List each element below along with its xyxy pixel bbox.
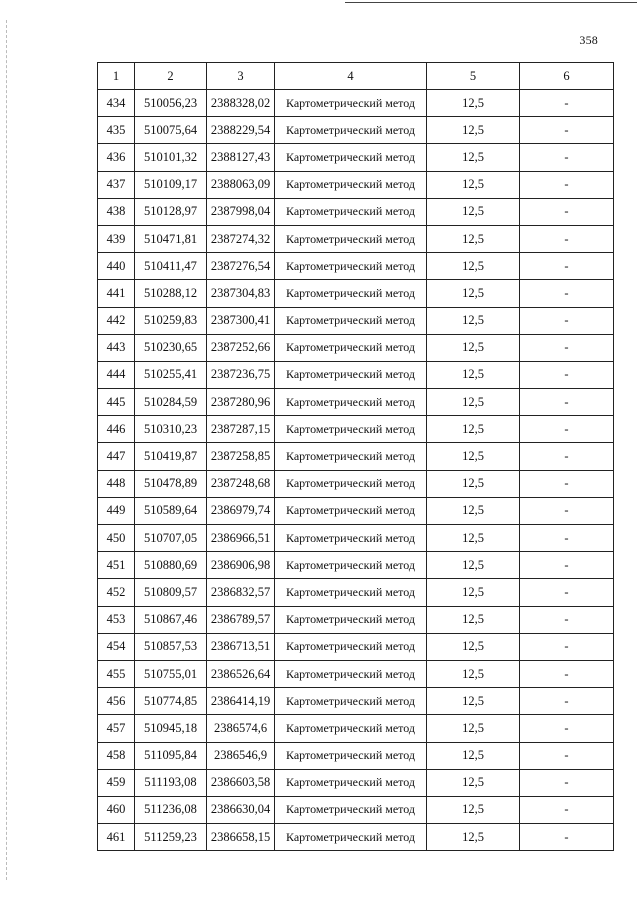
note-cell: - <box>520 280 614 307</box>
point-number-cell: 434 <box>98 90 135 117</box>
accuracy-cell: 12,5 <box>427 225 520 252</box>
note-cell: - <box>520 144 614 171</box>
header-cell-5: 5 <box>427 63 520 90</box>
accuracy-cell: 12,5 <box>427 660 520 687</box>
x-coordinate-cell: 510075,64 <box>135 117 207 144</box>
table-row <box>98 389 614 416</box>
x-coordinate-cell: 510945,18 <box>135 715 207 742</box>
table-row <box>98 579 614 606</box>
accuracy-cell: 12,5 <box>427 715 520 742</box>
top-rule-line <box>345 2 637 3</box>
y-coordinate-cell: 2387300,41 <box>207 307 275 334</box>
note-cell: - <box>520 796 614 823</box>
x-coordinate-cell: 510478,89 <box>135 470 207 497</box>
method-cell: Картометрический метод <box>275 633 427 660</box>
method-cell: Картометрический метод <box>275 796 427 823</box>
y-coordinate-cell: 2386713,51 <box>207 633 275 660</box>
accuracy-cell: 12,5 <box>427 90 520 117</box>
accuracy-cell: 12,5 <box>427 742 520 769</box>
method-cell: Картометрический метод <box>275 144 427 171</box>
table-row <box>98 144 614 171</box>
method-cell: Картометрический метод <box>275 769 427 796</box>
note-cell: - <box>520 253 614 280</box>
method-cell: Картометрический метод <box>275 715 427 742</box>
note-cell: - <box>520 198 614 225</box>
y-coordinate-cell: 2386789,57 <box>207 606 275 633</box>
x-coordinate-cell: 510230,65 <box>135 334 207 361</box>
x-coordinate-cell: 510288,12 <box>135 280 207 307</box>
method-cell: Картометрический метод <box>275 497 427 524</box>
table-row <box>98 280 614 307</box>
table-body <box>98 90 614 851</box>
accuracy-cell: 12,5 <box>427 361 520 388</box>
table-row <box>98 198 614 225</box>
x-coordinate-cell: 510259,83 <box>135 307 207 334</box>
method-cell: Картометрический метод <box>275 416 427 443</box>
table-row <box>98 117 614 144</box>
table-row <box>98 470 614 497</box>
header-cell-1: 1 <box>98 63 135 90</box>
y-coordinate-cell: 2386526,64 <box>207 660 275 687</box>
x-coordinate-cell: 510707,05 <box>135 525 207 552</box>
x-coordinate-cell: 510774,85 <box>135 688 207 715</box>
accuracy-cell: 12,5 <box>427 253 520 280</box>
method-cell: Картометрический метод <box>275 225 427 252</box>
point-number-cell: 435 <box>98 117 135 144</box>
y-coordinate-cell: 2387287,15 <box>207 416 275 443</box>
point-number-cell: 455 <box>98 660 135 687</box>
header-cell-4: 4 <box>275 63 427 90</box>
header-cell-3: 3 <box>207 63 275 90</box>
x-coordinate-cell: 510255,41 <box>135 361 207 388</box>
accuracy-cell: 12,5 <box>427 552 520 579</box>
y-coordinate-cell: 2386630,04 <box>207 796 275 823</box>
accuracy-cell: 12,5 <box>427 307 520 334</box>
table-row <box>98 688 614 715</box>
table-row <box>98 90 614 117</box>
method-cell: Картометрический метод <box>275 253 427 280</box>
method-cell: Картометрический метод <box>275 579 427 606</box>
x-coordinate-cell: 510589,64 <box>135 497 207 524</box>
table-row <box>98 660 614 687</box>
note-cell: - <box>520 824 614 851</box>
table-row <box>98 796 614 823</box>
method-cell: Картометрический метод <box>275 198 427 225</box>
point-number-cell: 452 <box>98 579 135 606</box>
y-coordinate-cell: 2388063,09 <box>207 171 275 198</box>
y-coordinate-cell: 2387276,54 <box>207 253 275 280</box>
y-coordinate-cell: 2386979,74 <box>207 497 275 524</box>
y-coordinate-cell: 2386603,58 <box>207 769 275 796</box>
accuracy-cell: 12,5 <box>427 280 520 307</box>
point-number-cell: 451 <box>98 552 135 579</box>
note-cell: - <box>520 171 614 198</box>
table-row <box>98 552 614 579</box>
y-coordinate-cell: 2386574,6 <box>207 715 275 742</box>
note-cell: - <box>520 633 614 660</box>
table-row <box>98 742 614 769</box>
point-number-cell: 445 <box>98 389 135 416</box>
x-coordinate-cell: 510109,17 <box>135 171 207 198</box>
accuracy-cell: 12,5 <box>427 824 520 851</box>
note-cell: - <box>520 579 614 606</box>
table-row <box>98 361 614 388</box>
x-coordinate-cell: 510867,46 <box>135 606 207 633</box>
accuracy-cell: 12,5 <box>427 579 520 606</box>
note-cell: - <box>520 497 614 524</box>
point-number-cell: 446 <box>98 416 135 443</box>
accuracy-cell: 12,5 <box>427 769 520 796</box>
note-cell: - <box>520 361 614 388</box>
x-coordinate-cell: 510857,53 <box>135 633 207 660</box>
point-number-cell: 438 <box>98 198 135 225</box>
method-cell: Картометрический метод <box>275 361 427 388</box>
accuracy-cell: 12,5 <box>427 443 520 470</box>
accuracy-cell: 12,5 <box>427 470 520 497</box>
y-coordinate-cell: 2387280,96 <box>207 389 275 416</box>
method-cell: Картометрический метод <box>275 552 427 579</box>
x-coordinate-cell: 510056,23 <box>135 90 207 117</box>
note-cell: - <box>520 90 614 117</box>
accuracy-cell: 12,5 <box>427 389 520 416</box>
y-coordinate-cell: 2387252,66 <box>207 334 275 361</box>
method-cell: Картометрический метод <box>275 389 427 416</box>
method-cell: Картометрический метод <box>275 688 427 715</box>
y-coordinate-cell: 2388229,54 <box>207 117 275 144</box>
note-cell: - <box>520 117 614 144</box>
x-coordinate-cell: 510880,69 <box>135 552 207 579</box>
note-cell: - <box>520 443 614 470</box>
point-number-cell: 454 <box>98 633 135 660</box>
table-row <box>98 824 614 851</box>
point-number-cell: 460 <box>98 796 135 823</box>
note-cell: - <box>520 552 614 579</box>
y-coordinate-cell: 2386832,57 <box>207 579 275 606</box>
accuracy-cell: 12,5 <box>427 796 520 823</box>
point-number-cell: 448 <box>98 470 135 497</box>
table-row <box>98 525 614 552</box>
accuracy-cell: 12,5 <box>427 144 520 171</box>
coordinates-table <box>97 62 614 851</box>
y-coordinate-cell: 2386546,9 <box>207 742 275 769</box>
accuracy-cell: 12,5 <box>427 171 520 198</box>
header-cell-2: 2 <box>135 63 207 90</box>
table-row <box>98 497 614 524</box>
note-cell: - <box>520 742 614 769</box>
y-coordinate-cell: 2386906,98 <box>207 552 275 579</box>
table-row <box>98 225 614 252</box>
point-number-cell: 457 <box>98 715 135 742</box>
table-row <box>98 171 614 198</box>
x-coordinate-cell: 510471,81 <box>135 225 207 252</box>
method-cell: Картометрический метод <box>275 307 427 334</box>
note-cell: - <box>520 525 614 552</box>
note-cell: - <box>520 470 614 497</box>
table-header-row <box>98 63 614 90</box>
note-cell: - <box>520 606 614 633</box>
accuracy-cell: 12,5 <box>427 334 520 361</box>
x-coordinate-cell: 510755,01 <box>135 660 207 687</box>
x-coordinate-cell: 510419,87 <box>135 443 207 470</box>
method-cell: Картометрический метод <box>275 660 427 687</box>
method-cell: Картометрический метод <box>275 443 427 470</box>
y-coordinate-cell: 2387274,32 <box>207 225 275 252</box>
table-row <box>98 769 614 796</box>
point-number-cell: 439 <box>98 225 135 252</box>
y-coordinate-cell: 2387258,85 <box>207 443 275 470</box>
note-cell: - <box>520 769 614 796</box>
point-number-cell: 442 <box>98 307 135 334</box>
header-cell-6: 6 <box>520 63 614 90</box>
y-coordinate-cell: 2387998,04 <box>207 198 275 225</box>
table-row <box>98 633 614 660</box>
accuracy-cell: 12,5 <box>427 416 520 443</box>
point-number-cell: 443 <box>98 334 135 361</box>
accuracy-cell: 12,5 <box>427 688 520 715</box>
note-cell: - <box>520 416 614 443</box>
x-coordinate-cell: 510411,47 <box>135 253 207 280</box>
point-number-cell: 458 <box>98 742 135 769</box>
note-cell: - <box>520 660 614 687</box>
x-coordinate-cell: 511259,23 <box>135 824 207 851</box>
method-cell: Картометрический метод <box>275 280 427 307</box>
point-number-cell: 447 <box>98 443 135 470</box>
accuracy-cell: 12,5 <box>427 606 520 633</box>
note-cell: - <box>520 389 614 416</box>
point-number-cell: 459 <box>98 769 135 796</box>
x-coordinate-cell: 510310,23 <box>135 416 207 443</box>
accuracy-cell: 12,5 <box>427 633 520 660</box>
point-number-cell: 453 <box>98 606 135 633</box>
y-coordinate-cell: 2388127,43 <box>207 144 275 171</box>
y-coordinate-cell: 2386658,15 <box>207 824 275 851</box>
x-coordinate-cell: 510101,32 <box>135 144 207 171</box>
x-coordinate-cell: 511095,84 <box>135 742 207 769</box>
method-cell: Картометрический метод <box>275 742 427 769</box>
accuracy-cell: 12,5 <box>427 117 520 144</box>
note-cell: - <box>520 715 614 742</box>
y-coordinate-cell: 2387236,75 <box>207 361 275 388</box>
method-cell: Картометрический метод <box>275 470 427 497</box>
x-coordinate-cell: 511236,08 <box>135 796 207 823</box>
y-coordinate-cell: 2387248,68 <box>207 470 275 497</box>
method-cell: Картометрический метод <box>275 171 427 198</box>
method-cell: Картометрический метод <box>275 606 427 633</box>
table-row <box>98 334 614 361</box>
point-number-cell: 456 <box>98 688 135 715</box>
point-number-cell: 444 <box>98 361 135 388</box>
table-row <box>98 606 614 633</box>
accuracy-cell: 12,5 <box>427 198 520 225</box>
note-cell: - <box>520 688 614 715</box>
point-number-cell: 440 <box>98 253 135 280</box>
y-coordinate-cell: 2388328,02 <box>207 90 275 117</box>
accuracy-cell: 12,5 <box>427 497 520 524</box>
x-coordinate-cell: 510284,59 <box>135 389 207 416</box>
table-row <box>98 715 614 742</box>
page-number: 358 <box>579 33 598 47</box>
y-coordinate-cell: 2386414,19 <box>207 688 275 715</box>
table-row <box>98 416 614 443</box>
x-coordinate-cell: 510809,57 <box>135 579 207 606</box>
table-row <box>98 307 614 334</box>
method-cell: Картометрический метод <box>275 334 427 361</box>
note-cell: - <box>520 307 614 334</box>
point-number-cell: 437 <box>98 171 135 198</box>
x-coordinate-cell: 511193,08 <box>135 769 207 796</box>
point-number-cell: 450 <box>98 525 135 552</box>
binding-margin-marks <box>6 20 7 880</box>
note-cell: - <box>520 334 614 361</box>
y-coordinate-cell: 2387304,83 <box>207 280 275 307</box>
table-row <box>98 443 614 470</box>
y-coordinate-cell: 2386966,51 <box>207 525 275 552</box>
note-cell: - <box>520 225 614 252</box>
accuracy-cell: 12,5 <box>427 525 520 552</box>
point-number-cell: 441 <box>98 280 135 307</box>
point-number-cell: 449 <box>98 497 135 524</box>
method-cell: Картометрический метод <box>275 525 427 552</box>
method-cell: Картометрический метод <box>275 90 427 117</box>
point-number-cell: 436 <box>98 144 135 171</box>
x-coordinate-cell: 510128,97 <box>135 198 207 225</box>
point-number-cell: 461 <box>98 824 135 851</box>
table-row <box>98 253 614 280</box>
method-cell: Картометрический метод <box>275 117 427 144</box>
method-cell: Картометрический метод <box>275 824 427 851</box>
